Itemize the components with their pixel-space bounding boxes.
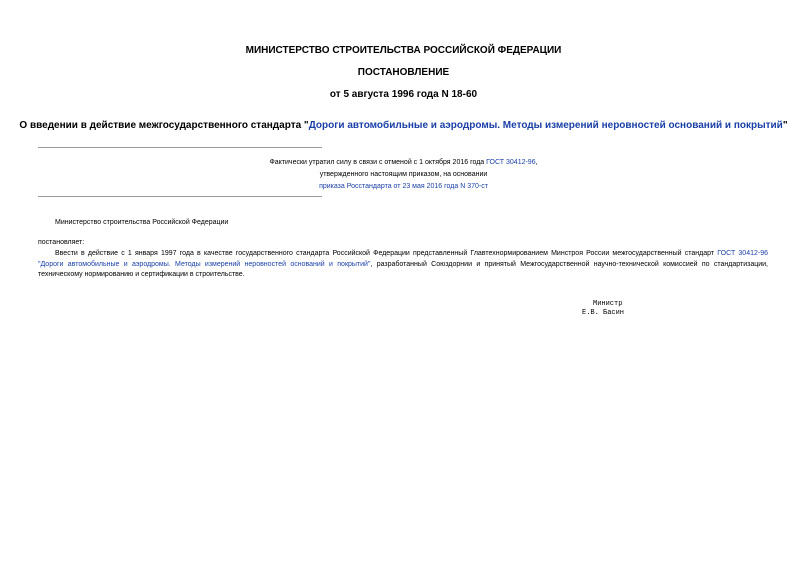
document-type: ПОСТАНОВЛЕНИЕ — [357, 67, 450, 78]
ministry-title: МИНИСТЕРСТВО СТРОИТЕЛЬСТВА РОССИЙСКОЙ ФЕДЕРАЦИИ — [245, 45, 562, 56]
rosstandart-order-link[interactable]: приказа Росстандарта от 23 мая 2016 года N 370-ст — [319, 183, 488, 190]
subject-prefix: О введении в действие межгосударственного стандарта " — [19, 120, 309, 131]
signature-name: Е.В. Басин — [582, 309, 625, 317]
subject-standard-link[interactable]: Дороги автомобильные и аэродромы. Методы измерений неровностей оснований и покрытий — [308, 120, 783, 131]
paragraph-suffix: , разработанный Союздорнии и принятый Межгосударственной научно-технической комиссией по стандартизации, техническому нормированию и сертификации в строительстве. — [38, 260, 768, 278]
paragraph-prefix: Ввести в действие с 1 января 1997 года в качестве государственного стандарта Российской Федерации представленный Главтехнормированием Минстроя России межгосударственный стандарт — [55, 250, 718, 257]
resolves-label: постановляет: — [38, 239, 85, 246]
gost-link[interactable]: ГОСТ 30412-96 — [486, 159, 536, 166]
issuer-name: Министерство строительства Российской Федерации — [55, 219, 229, 226]
top-divider — [38, 147, 322, 148]
gost-standard-link[interactable]: ГОСТ 30412-96 "Дороги автомобильные и аэродромы. Методы измерений неровностей оснований и покрытий" — [38, 250, 768, 268]
status-note-suffix: , — [535, 159, 538, 166]
document-subject — [0, 120, 807, 131]
resolution-paragraph — [38, 249, 768, 281]
status-note-line3 — [0, 181, 807, 192]
status-note-line2: утвержденного настоящим приказом, на основании — [319, 171, 488, 178]
document-date-number: от 5 августа 1996 года N 18-60 — [329, 89, 478, 100]
subject-suffix: " — [782, 120, 788, 131]
signature-position: Министр — [593, 300, 623, 308]
bottom-divider — [38, 196, 322, 197]
status-note-prefix: Фактически утратил силу в связи с отменой с 1 октября 2016 года — [269, 159, 487, 166]
status-note-line1 — [0, 157, 807, 168]
